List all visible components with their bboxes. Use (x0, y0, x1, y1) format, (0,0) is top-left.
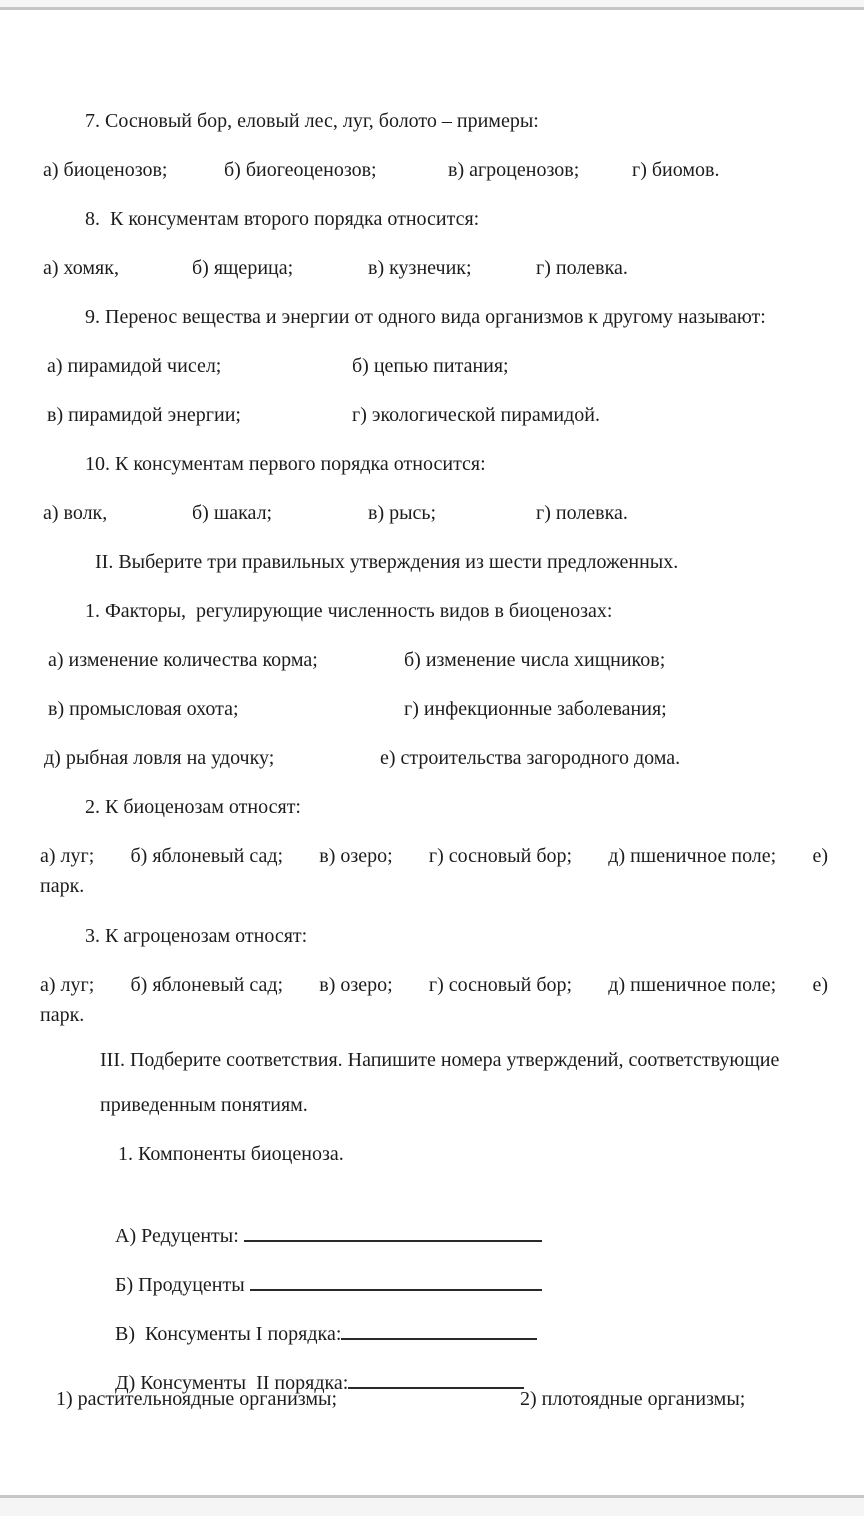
section-3-header-line1: III. Подберите соответствия. Напишите номера утверждений, соответствующие (100, 1049, 780, 1071)
section-3-question-1-title: 1. Компоненты биоценоза. (118, 1143, 344, 1165)
question-9-title: 9. Перенос вещества и энергии от одного вида организмов к другому называют: (85, 306, 766, 328)
viewer-top-divider (0, 0, 864, 10)
s2-q2-option-a: а) луг; (40, 845, 95, 867)
question-9-options-row1 (40, 351, 834, 381)
s2-q2-option-g: г) сосновый бор; (428, 845, 573, 867)
s2-q3-option-d: д) пшеничное поле; (608, 974, 777, 996)
question-7-options (40, 155, 834, 185)
question-8-title: 8. К консументам второго порядка относится: (85, 208, 480, 230)
match-item-b-label: Б) Продуценты (115, 1274, 250, 1296)
question-7-title: 7. Сосновый бор, еловый лес, луг, болото – примеры: (85, 110, 539, 132)
s2-q1-option-e: е) строительства загородного дома. (380, 747, 681, 769)
s2-q3-option-g: г) сосновый бор; (428, 974, 573, 996)
s2-q1-option-a: а) изменение количества корма; (48, 649, 318, 671)
match-item-v-label: В) Консументы I порядка: (115, 1323, 342, 1345)
match-item-a-blank (244, 1218, 542, 1242)
question-9-option-b: б) цепью питания; (352, 355, 509, 377)
question-7-option-a: а) биоценозов; (43, 159, 168, 181)
s2-q2-option-v: в) озеро; (319, 845, 393, 867)
section-3-header-line2: приведенным понятиям. (100, 1094, 308, 1116)
section-2-question-1-row3 (40, 743, 834, 773)
question-9-option-a: а) пирамидой чисел; (47, 355, 222, 377)
question-7-option-g: г) биомов. (632, 159, 720, 181)
s2-q1-option-v: в) промысловая охота; (48, 698, 239, 720)
section-2-question-3-title: 3. К агроценозам относят: (85, 925, 308, 947)
question-10-option-v: в) рысь; (368, 502, 437, 524)
s2-q1-option-b: б) изменение числа хищников; (404, 649, 666, 671)
question-7-option-v: в) агроценозов; (448, 159, 580, 181)
question-8-option-b: б) ящерица; (192, 257, 294, 279)
question-8-options (40, 253, 834, 283)
question-10-title: 10. К консументам первого порядка относится: (85, 453, 486, 475)
match-item-d-label: Д) Консументы II порядка: (115, 1372, 349, 1394)
question-10-option-b: б) шакал; (192, 502, 273, 524)
s2-q3-option-v: в) озеро; (319, 974, 393, 996)
match-answer-1: 1) растительноядные организмы; (56, 1388, 338, 1410)
document-content (0, 10, 864, 1495)
section-2-header: II. Выберите три правильных утверждения из шести предложенных. (95, 551, 679, 573)
viewer-bottom-divider (0, 1495, 864, 1516)
question-10-options (40, 498, 834, 528)
question-8-option-a: а) хомяк, (43, 257, 119, 279)
section-2-question-3-options-wrap: парк. (40, 1004, 85, 1026)
s2-q3-option-e: е) (812, 974, 828, 996)
question-8-option-g: г) полевка. (536, 257, 628, 279)
question-10-option-g: г) полевка. (536, 502, 628, 524)
section-2-question-1-row1 (40, 645, 834, 675)
section-2-question-2-title: 2. К биоценозам относят: (85, 796, 301, 818)
question-8-option-v: в) кузнечик; (368, 257, 472, 279)
s2-q3-option-a: а) луг; (40, 974, 95, 996)
section-2-question-1-title: 1. Факторы, регулирующие численность видов в биоценозах: (85, 600, 613, 622)
match-answer-2: 2) плотоядные организмы; (520, 1388, 746, 1410)
s2-q1-option-d: д) рыбная ловля на удочку; (44, 747, 275, 769)
s2-q3-option-b: б) яблоневый сад; (130, 974, 284, 996)
question-9-options-row2 (40, 400, 834, 430)
match-item-a-label: А) Редуценты: (115, 1225, 244, 1247)
s2-q1-option-g: г) инфекционные заболевания; (404, 698, 667, 720)
s2-q2-option-d: д) пшеничное поле; (608, 845, 777, 867)
section-2-question-1-row2 (40, 694, 834, 724)
match-item-a (40, 1188, 834, 1247)
section-2-question-2-options (40, 841, 828, 871)
section-2-question-3-options (40, 970, 828, 1000)
s2-q2-option-e: е) (812, 845, 828, 867)
match-item-b-blank (250, 1267, 542, 1291)
question-9-option-v: в) пирамидой энергии; (47, 404, 241, 426)
question-7-option-b: б) биогеоценозов; (224, 159, 377, 181)
match-item-v-blank (341, 1316, 537, 1340)
match-answers-row (40, 1384, 834, 1414)
question-10-option-a: а) волк, (43, 502, 108, 524)
question-9-option-g: г) экологической пирамидой. (352, 404, 601, 426)
section-2-question-2-options-wrap: парк. (40, 875, 85, 897)
s2-q2-option-b: б) яблоневый сад; (130, 845, 284, 867)
